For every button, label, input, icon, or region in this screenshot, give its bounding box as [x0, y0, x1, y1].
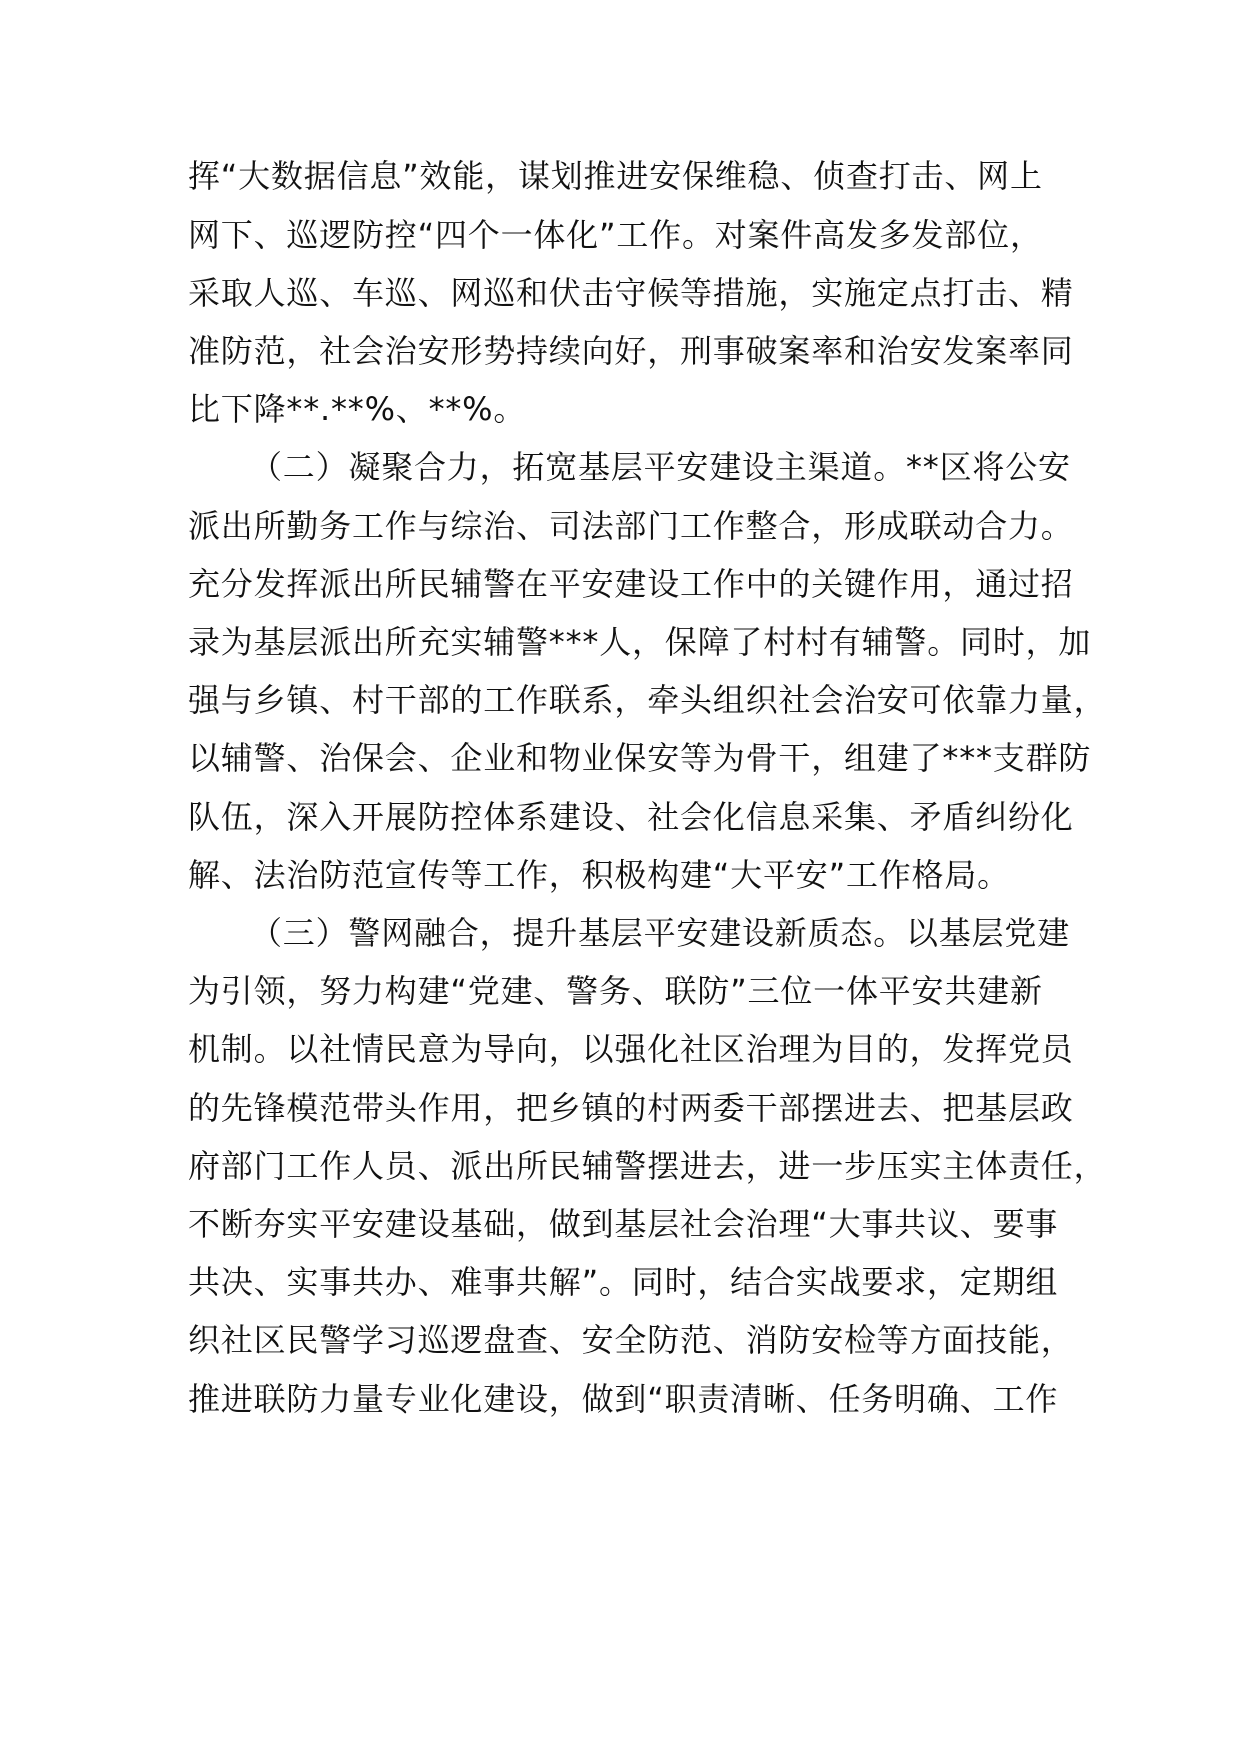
- text-line: 挥“大数据信息”效能，谋划推进安保维稳、侦查打击、网上: [188, 157, 1043, 195]
- text-line: 为引领，努力构建“党建、警务、联防”三位一体平安共建新: [188, 972, 1043, 1010]
- text-line: 以辅警、治保会、企业和物业保安等为骨干，组建了***支群防: [188, 739, 1092, 777]
- text-line: 推进联防力量专业化建设，做到“职责清晰、任务明确、工作: [188, 1380, 1059, 1418]
- text-line: 强与乡镇、村干部的工作联系，牵头组织社会治安可依靠力量，: [188, 681, 1107, 719]
- section-heading-line: （三）警网融合，提升基层平安建设新质态。以基层党建: [250, 914, 1071, 952]
- text-line: 机制。以社情民意为导向，以强化社区治理为目的，发挥党员: [188, 1030, 1074, 1068]
- text-line: 派出所勤务工作与综治、司法部门工作整合，形成联动合力。: [188, 507, 1074, 545]
- text-line: 不断夯实平安建设基础，做到基层社会治理“大事共议、要事: [188, 1205, 1059, 1243]
- text-line: 采取人巡、车巡、网巡和伏击守候等措施，实施定点打击、精: [188, 274, 1074, 312]
- text-line: 府部门工作人员、派出所民辅警摆进去，进一步压实主体责任，: [188, 1147, 1107, 1185]
- text-line: 的先锋模范带头作用，把乡镇的村两委干部摆进去、把基层政: [188, 1089, 1074, 1127]
- text-line: 解、法治防范宣传等工作，积极构建“大平安”工作格局。: [188, 856, 1010, 894]
- text-line: 准防范，社会治安形势持续向好，刑事破案率和治安发案率同: [188, 332, 1074, 370]
- text-line: 队伍，深入开展防控体系建设、社会化信息采集、矛盾纠纷化: [188, 798, 1074, 836]
- text-line: 比下降**.**%、**%。: [188, 390, 527, 428]
- text-line: 录为基层派出所充实辅警***人，保障了村村有辅警。同时，加: [188, 623, 1092, 661]
- text-line: 网下、巡逻防控“四个一体化”工作。对案件高发多发部位，: [188, 216, 1043, 254]
- section-heading-line: （二）凝聚合力，拓宽基层平安建设主渠道。**区将公安: [250, 448, 1071, 486]
- text-line: 织社区民警学习巡逻盘查、安全防范、消防安检等方面技能，: [188, 1321, 1074, 1359]
- text-line: 共决、实事共办、难事共解”。同时，结合实战要求，定期组: [188, 1263, 1059, 1301]
- text-line: 充分发挥派出所民辅警在平安建设工作中的关键作用，通过招: [188, 565, 1074, 603]
